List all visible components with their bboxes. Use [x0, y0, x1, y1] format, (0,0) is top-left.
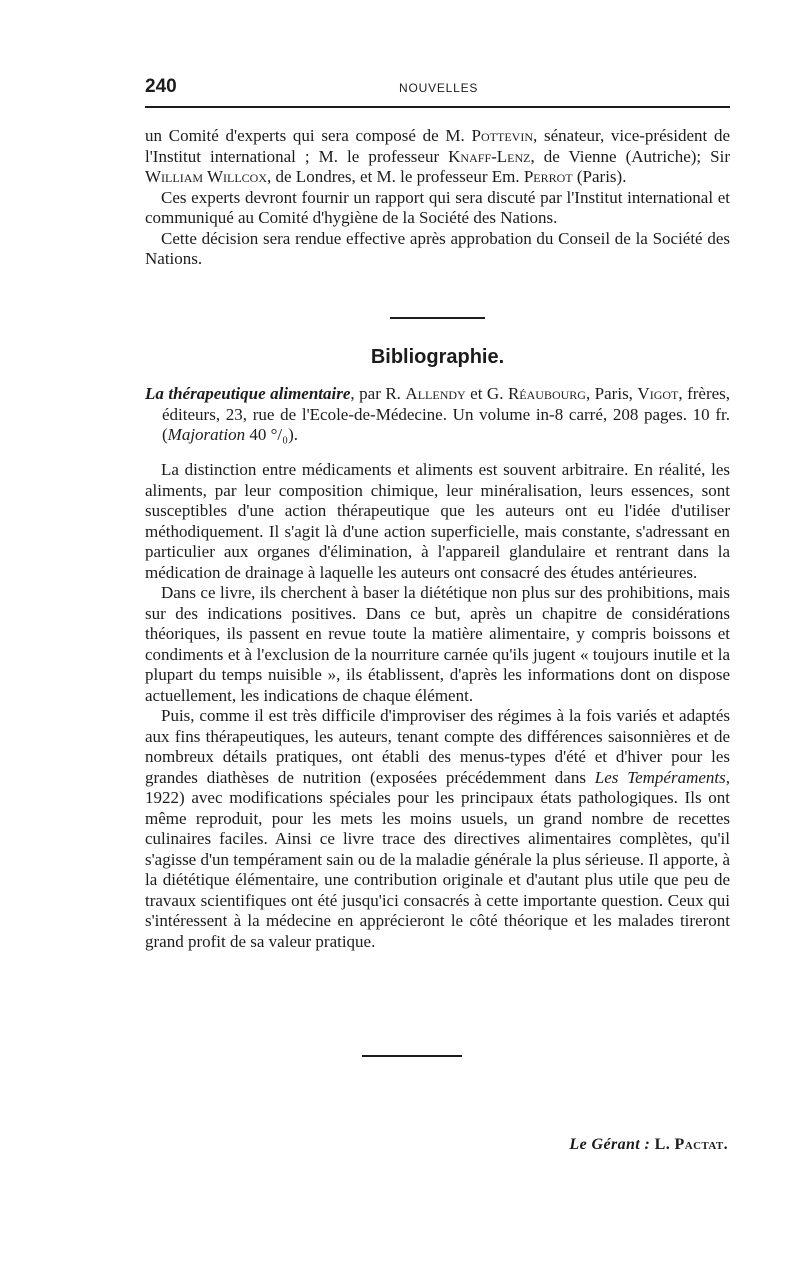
page-number: 240 [145, 76, 177, 97]
bibliography-reference [145, 384, 730, 446]
intro-paragraph-2: Ces experts devront fournir un rapport qui sera discuté par l'Institut international et communiqué au Comité d'hygiène de la Société des Nations. [145, 187, 730, 227]
signature: Le Gérant : L. Pactat. [569, 1136, 728, 1153]
person-name: William Willcox [145, 167, 268, 186]
author-name: Réaubourg [507, 384, 586, 403]
review-paragraph-1: La distinction entre médicaments et aliments est souvent arbitraire. En réalité, les aliments, par leur composition chimique, leur minéralisation, leurs essences, sont susceptibles d'une action thérapeutique que les auteurs ont eu l'idée d'utiliser méthodiquement. Il s'agit là d'une action superficielle, mais constante, s'adressant en particulier aux organes d'élimination, à l'appareil glandulaire et rentrant dans la médication de drainage à laquelle les auteurs ont consacré des études antérieures. [145, 460, 730, 582]
header-rule [145, 106, 730, 108]
closing-divider [362, 1055, 462, 1057]
person-name: Perrot [523, 167, 573, 186]
review-paragraph-3: Puis, comme il est très difficile d'improviser des régimes à la fois variés et adaptés aux fins thérapeutiques, les auteurs, tenant compte des différences saisonnières et de nombreux détails pratiques, ont établi des menus-types d'été et d'hiver pour les grandes diathèses de nutrition (exposées précédemment dans Les Tempéraments, 1922) avec modifications spéciales pour les principaux états pathologiques. Ils ont même reproduit, pour les mets les moins usuels, un grand nombre de recettes culinaires faciles. Ainsi ce livre trace des directives alimentaires complètes, qu'il s'agisse d'un tempérament sain ou de la maladie générale la plus sérieuse. Il apporte, à la diététique élémentaire, une contribution originale et d'autant plus utile que peu de travaux scientifiques ont été jusqu'ici consacrés à cette importante question. Ceux qui s'intéressent à la médecine en apprécieront le côté théorique et les malades tireront grand profit de sa valeur pratique. [145, 706, 731, 951]
book-title: La thérapeutique alimentaire [145, 384, 351, 403]
intro-paragraph-3: Cette décision sera rendue effective après approbation du Conseil de la Société des Nations. [145, 228, 730, 268]
author-name: Allendy [405, 384, 466, 403]
person-name: Knaff-Lenz [448, 146, 531, 166]
intro-section [145, 126, 730, 270]
book-title-italic: Les Tempéraments [594, 767, 726, 787]
person-name: Pottevin [471, 126, 533, 145]
running-head: NOUVELLES [399, 81, 479, 95]
book-citation: La thérapeutique alimentaire, par R. Allendy et G. Réaubourg, Paris, Vigot, frères, éditeurs, 23, rue de l'Ecole-de-Médecine. Un volume in-8 carré, 208 pages. 10 fr. (Majoration 40 °/₀). [145, 384, 731, 444]
section-divider [390, 317, 485, 319]
review-paragraph-2: Dans ce livre, ils cherchent à baser la diététique non plus sur des prohibitions, mais sur des indications positives. Dans ce but, après un chapitre de considérations théoriques, ils passent en revue toute la matière alimentaire, y compris boissons et condiments et à l'exclusion de la nourriture carnée qu'ils jugent « toujours inutile et la plupart du temps nuisible », ils établissent, d'après les informations dont on dispose actuellement, les indications de chaque élément. [145, 583, 730, 705]
page-header [145, 76, 730, 100]
section-heading: Bibliographie. [370, 346, 505, 368]
intro-paragraph-1: un Comité d'experts qui sera composé de M. Pottevin, sénateur, vice-président de l'Institut international ; M. le professeur Knaff-Lenz, de Vienne (Autriche); Sir William Willcox, de Londres, et M. le professeur Em. Perrot (Paris). [145, 126, 731, 186]
publisher-name: Vigot [637, 384, 679, 403]
review-body [145, 460, 730, 952]
